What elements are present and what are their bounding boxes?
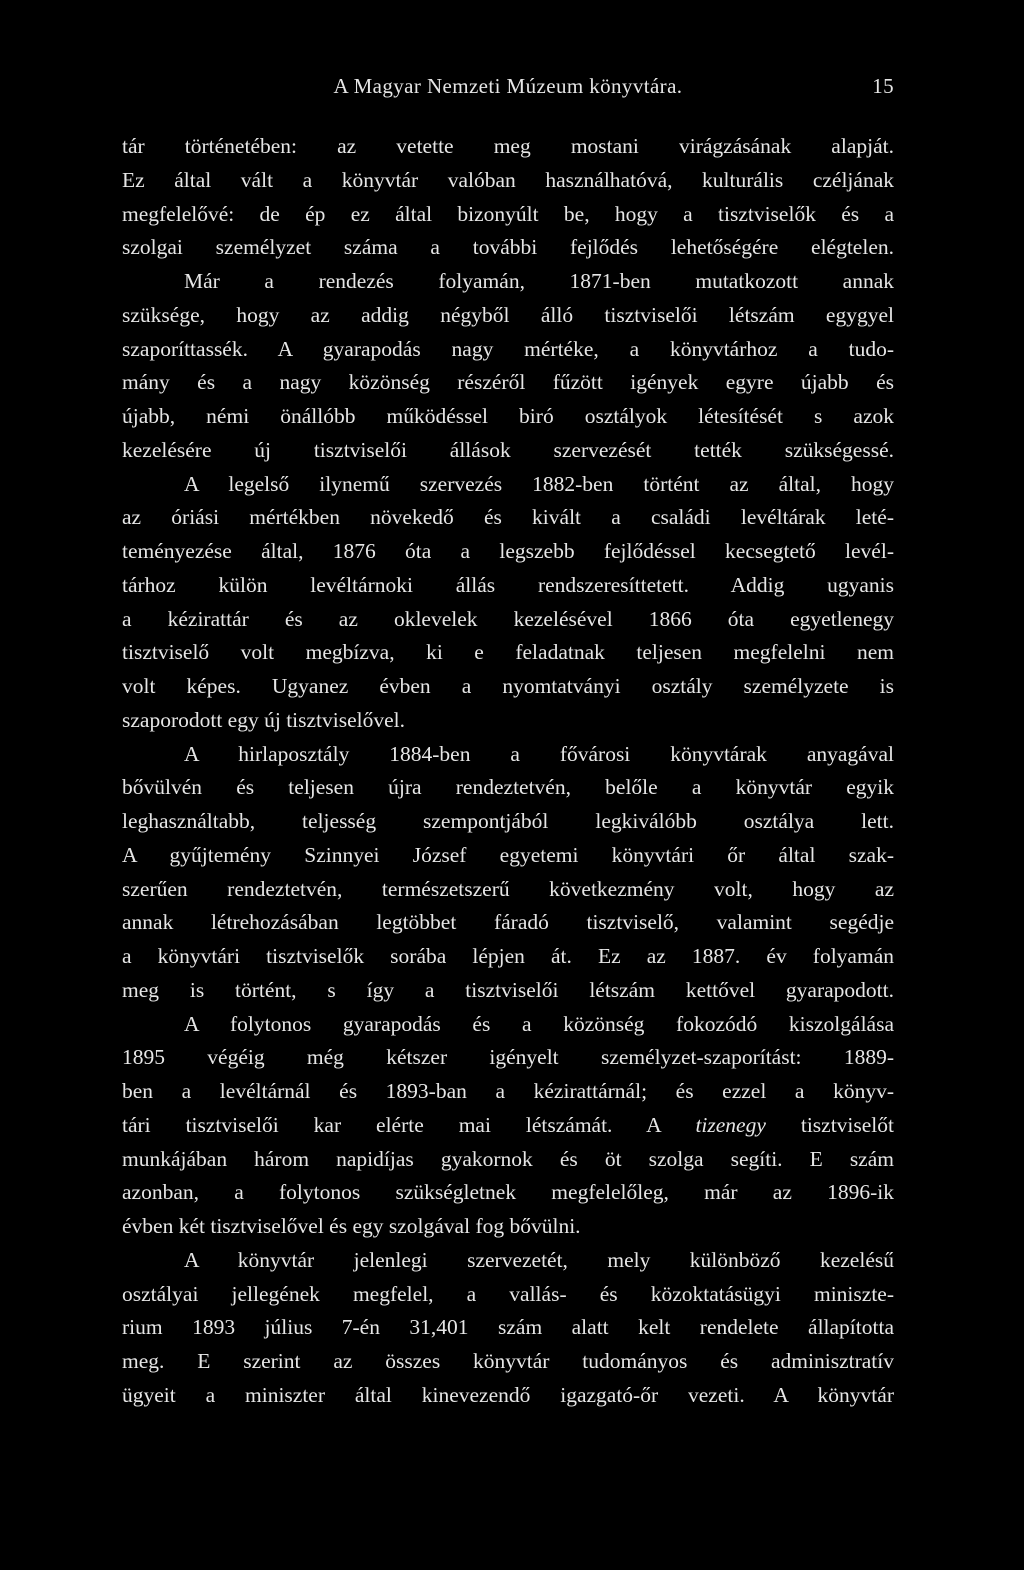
running-title: A Magyar Nemzeti Múzeum könyvtára. xyxy=(333,74,683,98)
text-line: azonban, a folytonos szükségletnek megfelelőleg, már az 1896-ik xyxy=(122,1180,894,1205)
text-line: szaporíttassék. A gyarapodás nagy mértéke, a könyvtárhoz a tudo- xyxy=(122,336,894,361)
text-line: mány és a nagy közönség részéről fűzött igények egyre újabb és xyxy=(122,370,894,395)
text-line: meg is történt, s így a tisztviselői létszám kettővel gyarapodott. xyxy=(122,977,894,1002)
text-line: szüksége, hogy az addig négyből álló tisztviselői létszám egygyel xyxy=(122,302,894,327)
text-line: 1895 végéig még kétszer igényelt személyzet-szaporítást: 1889- xyxy=(122,1045,894,1070)
running-head xyxy=(122,74,894,102)
text-line: a könyvtári tisztviselők sorába lépjen át. Ez az 1887. év folyamán xyxy=(122,944,894,968)
text-line: kezelésére új tisztviselői állások szervezését tették szükségessé. xyxy=(122,437,894,462)
text-line-with-emphasis xyxy=(122,1109,894,1143)
text-line: teményezése által, 1876 óta a legszebb fejlődéssel kecsegtető levél- xyxy=(122,539,894,563)
text-line: Már a rendezés folyamán, 1871-ben mutatkozott annak xyxy=(184,269,894,293)
text-line: volt képes. Ugyanez évben a nyomtatványi osztály személyzete is xyxy=(122,674,894,698)
text-line: szerűen rendeztetvén, természetszerű következmény volt, hogy az xyxy=(122,876,894,901)
text-line: Ez által vált a könyvtár valóban használhatóvá, kulturális czéljának xyxy=(122,167,894,192)
emphasized-word: tizenegy xyxy=(695,1112,766,1137)
text-line: A legelső ilynemű szervezés 1882-ben történt az által, hogy xyxy=(184,471,894,496)
text-line: szolgai személyzet száma a további fejlődés lehetőségére elégtelen. xyxy=(122,235,894,260)
line-text: tári tisztviselői kar elérte mai létszámát. A xyxy=(122,1112,661,1137)
line-text: tisztviselőt xyxy=(800,1112,894,1137)
text-line: leghasználtabb, teljesség szempontjából legkiválóbb osztálya lett. xyxy=(122,809,894,833)
text-line: annak létrehozásában legtöbbet fáradó tisztviselő, valamint segédje xyxy=(122,910,894,935)
text-line: A hirlaposztály 1884-ben a fővárosi könyvtárak anyagával xyxy=(184,741,894,766)
text-line: bővülvén és teljesen újra rendeztetvén, belőle a könyvtár egyik xyxy=(122,775,894,800)
text-line: tár történetében: az vetette meg mostani virágzásának alapját. xyxy=(122,134,894,158)
text-line: újabb, némi önállóbb működéssel biró osztályok létesítését s azok xyxy=(122,404,894,428)
text-line: az óriási mértékben növekedő és kivált a családi levéltárak leté- xyxy=(122,505,894,530)
text-line: ben a levéltárnál és 1893-ban a kézirattárnál; és ezzel a könyv- xyxy=(122,1079,894,1103)
text-line: meg. E szerint az összes könyvtár tudományos és adminisztratív xyxy=(122,1349,894,1373)
text-line: rium 1893 július 7-én 31,401 szám alatt kelt rendelete állapította xyxy=(122,1315,894,1340)
text-line: megfelelővé: de ép ez által bizonyúlt be, hogy a tisztviselők és a xyxy=(122,201,894,226)
text-line: a kézirattár és az oklevelek kezelésével 1866 óta egyetlenegy xyxy=(122,606,894,631)
text-line: szaporodott egy új tisztviselővel. xyxy=(122,707,406,732)
text-line: munkájában három napidíjas gyakornok és öt szolga segíti. E szám xyxy=(122,1146,894,1171)
text-line: évben két tisztviselővel és egy szolgával fog bővülni. xyxy=(122,1214,581,1238)
text-line: ügyeit a miniszter által kinevezendő igazgató-őr vezeti. A könyvtár xyxy=(122,1382,894,1407)
text-line: A gyűjtemény Szinnyei József egyetemi könyvtári őr által szak- xyxy=(122,842,894,867)
body-text xyxy=(122,130,894,1413)
text-line: tisztviselő volt megbízva, ki e feladatnak teljesen megfelelni nem xyxy=(122,640,894,665)
text-line: A könyvtár jelenlegi szervezetét, mely különböző kezelésű xyxy=(184,1247,894,1272)
text-line: osztályai jellegének megfelel, a vallás- és közoktatásügyi miniszte- xyxy=(122,1281,894,1306)
text-line: A folytonos gyarapodás és a közönség fokozódó kiszolgálása xyxy=(184,1011,894,1036)
text-line: tárhoz külön levéltárnoki állás rendszeresíttetett. Addig ugyanis xyxy=(122,572,894,597)
page-number: 15 xyxy=(872,74,894,98)
